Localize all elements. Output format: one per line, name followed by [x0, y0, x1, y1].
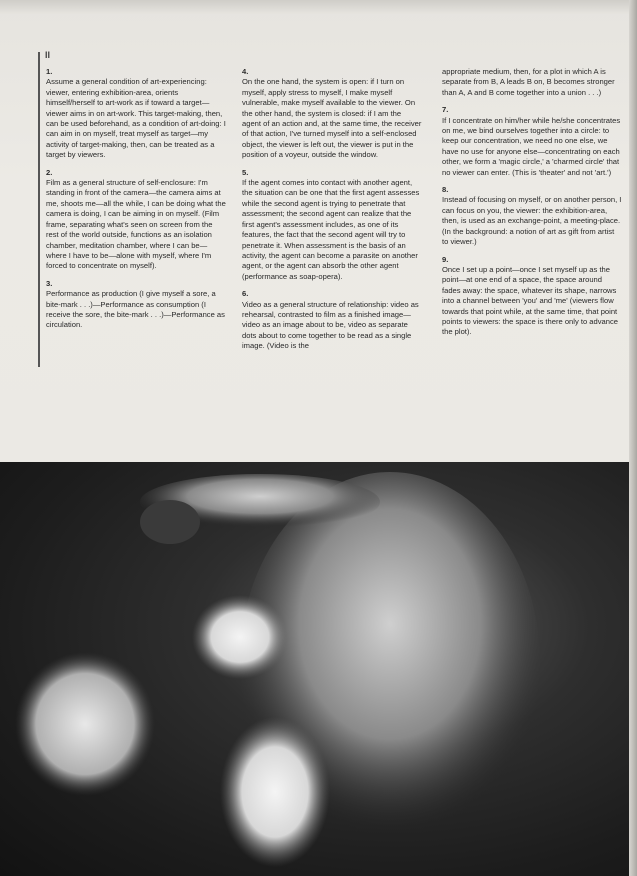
photo-figure	[0, 462, 637, 876]
section-4	[242, 67, 422, 161]
section-text: If I concentrate on him/her while he/she concentrates on me, we bind ourselves together into a circle: to keep our concentration, we need no one else, we have no use for anyone else—concentrating on each other, we form a 'magic circle,' a 'charmed circle' that no viewer can enter. (This is 'theater' and not 'art.')	[442, 115, 621, 177]
margin-rule	[38, 52, 40, 367]
section-text: Performance as production (I give myself a sore, a bite-mark . . .)—Performance as consumption (I receive the sore, the bite-mark . . .)—Performance as circulation.	[46, 289, 225, 330]
section-text: Assume a general condition of art-experiencing: viewer, entering exhibition-area, orients himself/herself to art-work as if toward a target—viewer aims in on art-work. This target-making, then, can be used beforehand, as a condition of art-doing: I can aim in on myself, treat myself as target—my activity of target-making, then, can be treated as a target by viewers.	[46, 77, 226, 160]
section-number: 5.	[242, 167, 249, 177]
section-text: Instead of focusing on myself, or on another person, I can focus on you, the viewer: the exhibition-area, then, is used as an exchange-point, a meeting-place. (In the background: a notion of art as gift from artist to viewer.)	[442, 195, 622, 247]
light-flare	[15, 652, 155, 796]
section-number: 6.	[242, 289, 249, 299]
text-column-1	[46, 67, 226, 338]
page-top-shadow	[0, 0, 637, 14]
section-number: 1.	[46, 67, 53, 76]
hand-shape	[192, 595, 288, 679]
section-1	[46, 67, 226, 161]
section-text: On the one hand, the system is open: if I turn on myself, apply stress to myself, I make myself vulnerable, make myself available to the viewer. On the other hand, the system is closed: if I am the agent of an action and, at the same time, the receiver of that action, I've turned myself into a self-enclosed object, the viewer is left out, the viewer is put in the position of a voyeur, outside the window.	[242, 77, 422, 160]
section-text: Once I set up a point—once I set myself up as the point—at one end of a space, the space around fades away: the space, whatever its shape, narrows into a channel between 'you' and 'me' (viewers flow towards that point while, at the same time, that point points to viewers: the space is there only to advance the plot).	[442, 264, 619, 337]
section-5	[242, 168, 422, 282]
text-column-3	[442, 67, 622, 345]
section-text: If the agent comes into contact with another agent, the situation can be one that the first agent assesses while the second agent is trying to penetrate that assessment; the second agent can realize that the first agent's assessment includes, as one of its features, the fact that the second agent will try to penetrate it. When assessment is the basis of an activity, the agent can become a parasite on another agent, or the agent can absorb the other agent (performance as soap-opera).	[242, 178, 420, 281]
section-6	[242, 289, 422, 351]
section-number: 4.	[242, 67, 249, 76]
hand-lower-shape	[220, 717, 330, 867]
section-text: Film as a general structure of self-enclosure: I'm standing in front of the camera—the camera aims at me, shoots me—all the while, I can be doing what the camera is doing, I can be aiming in on myself. (Film frame, separating what's seen on screen from the rest of the world outside, functions as an isolation chamber, meditation chamber, where I can be—where I have to be—alone with myself, where I'm forced to concentrate on myself).	[46, 178, 226, 271]
page-edge	[629, 0, 637, 876]
section-number: 8.	[442, 185, 449, 195]
section-2	[46, 168, 226, 272]
head-shadow	[140, 500, 200, 544]
section-marker: II	[45, 50, 51, 60]
section-6-continued	[442, 67, 622, 98]
photograph	[0, 462, 637, 876]
section-number: 2.	[46, 167, 53, 177]
section-9	[442, 255, 622, 338]
section-7	[442, 105, 622, 178]
section-8	[442, 185, 622, 247]
section-text: Video as a general structure of relationship: video as rehearsal, contrasted to film as a finished image—video as an image about to be, video as separate dots about to come together to be read as a single image. (Video is the	[242, 299, 419, 351]
section-text: appropriate medium, then, for a plot in which A is separate from B, A leads B on, B becomes stronger than A, A and B come together into a union . . .)	[442, 67, 615, 97]
section-3	[46, 279, 226, 331]
section-number: 7.	[442, 105, 449, 115]
section-number: 9.	[442, 254, 449, 264]
section-number: 3.	[46, 278, 53, 288]
text-column-2	[242, 67, 422, 359]
